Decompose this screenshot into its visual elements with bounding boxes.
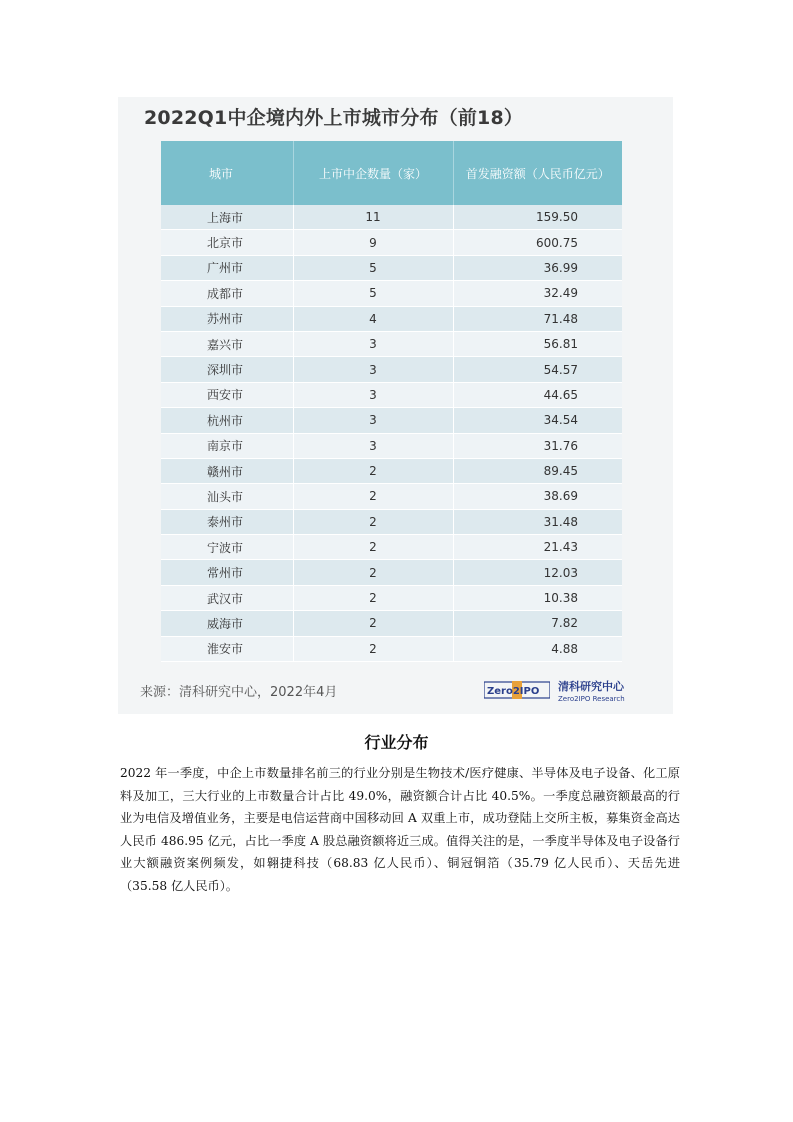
count-cell: 5 [293, 281, 453, 306]
amount-cell: 38.69 [453, 484, 622, 509]
count-cell: 11 [293, 205, 453, 230]
zero2ipo-logo-text: Zero2IPO [487, 686, 540, 697]
table-row [161, 433, 622, 458]
section-heading: 行业分布 [364, 733, 429, 752]
city-cell: 成都市 [161, 281, 293, 306]
amount-cell: 32.49 [453, 281, 622, 306]
amount-cell: 54.57 [453, 357, 622, 382]
city-cell: 泰州市 [161, 509, 293, 534]
city-cell: 赣州市 [161, 458, 293, 483]
count-cell: 2 [293, 484, 453, 509]
amount-cell: 56.81 [453, 331, 622, 356]
count-cell: 3 [293, 408, 453, 433]
table-row [161, 205, 622, 230]
brand-logo-cn: 清科研究中心 [558, 680, 624, 693]
count-cell: 2 [293, 636, 453, 661]
amount-cell: 7.82 [453, 611, 622, 636]
amount-cell: 600.75 [453, 230, 622, 255]
brand-logo-en: Zero2IPO Research [558, 695, 625, 703]
count-cell: 4 [293, 306, 453, 331]
header-amount: 首发融资额（人民币亿元） [453, 141, 622, 205]
table-row [161, 509, 622, 534]
table-row [161, 585, 622, 610]
source-note: 来源：清科研究中心，2022年4月 [140, 685, 338, 700]
table-row [161, 382, 622, 407]
amount-cell: 10.38 [453, 585, 622, 610]
city-cell: 深圳市 [161, 357, 293, 382]
count-cell: 3 [293, 357, 453, 382]
amount-cell: 4.88 [453, 636, 622, 661]
table-row [161, 357, 622, 382]
amount-cell: 71.48 [453, 306, 622, 331]
amount-cell: 89.45 [453, 458, 622, 483]
city-cell: 南京市 [161, 433, 293, 458]
city-cell: 北京市 [161, 230, 293, 255]
count-cell: 3 [293, 331, 453, 356]
amount-cell: 34.54 [453, 408, 622, 433]
brand-logo [558, 678, 658, 703]
city-cell: 杭州市 [161, 408, 293, 433]
city-cell: 西安市 [161, 382, 293, 407]
count-cell: 5 [293, 255, 453, 280]
table-row [161, 306, 622, 331]
table-row [161, 331, 622, 356]
count-cell: 3 [293, 433, 453, 458]
city-cell: 常州市 [161, 560, 293, 585]
count-cell: 2 [293, 535, 453, 560]
count-cell: 2 [293, 585, 453, 610]
count-cell: 2 [293, 509, 453, 534]
city-cell: 淮安市 [161, 636, 293, 661]
city-cell: 武汉市 [161, 585, 293, 610]
table-row [161, 255, 622, 280]
figure-panel [118, 97, 673, 714]
count-cell: 9 [293, 230, 453, 255]
amount-cell: 31.48 [453, 509, 622, 534]
city-cell: 宁波市 [161, 535, 293, 560]
table-row [161, 611, 622, 636]
city-cell: 嘉兴市 [161, 331, 293, 356]
table-row [161, 408, 622, 433]
amount-cell: 36.99 [453, 255, 622, 280]
city-cell: 上海市 [161, 205, 293, 230]
amount-cell: 44.65 [453, 382, 622, 407]
section-paragraph: 2022 年一季度，中企上市数量排名前三的行业分别是生物技术/医疗健康、半导体及电子设备、化工原料及加工，三大行业的上市数量合计占比 49.0%，融资额合计占比 40.5%。一季度总融资额最高的行业为电信及增值业务，主要是电信运营商中国移动回 A 双重上市，成功登陆上交所主板，募集资金高达人民币 486.95 亿元，占比一季度 A 股总融资额将近三成。值得关注的是，一季度半导体及电子设备行业大额融资案例频发，如翱捷科技（68.83 亿人民币）、铜冠铜箔（35.79 亿人民币）、天岳先进（35.58 亿人民币）。 [120, 766, 680, 893]
header-city: 城市 [161, 141, 293, 205]
amount-cell: 12.03 [453, 560, 622, 585]
city-cell: 苏州市 [161, 306, 293, 331]
table-header-row [161, 141, 622, 205]
table-row [161, 230, 622, 255]
count-cell: 2 [293, 560, 453, 585]
table-row [161, 535, 622, 560]
table-row [161, 636, 622, 661]
count-cell: 2 [293, 458, 453, 483]
table-row [161, 458, 622, 483]
city-cell: 威海市 [161, 611, 293, 636]
city-listing-table [161, 141, 622, 662]
count-cell: 2 [293, 611, 453, 636]
header-count: 上市中企数量（家） [293, 141, 453, 205]
amount-cell: 31.76 [453, 433, 622, 458]
city-cell: 广州市 [161, 255, 293, 280]
zero2ipo-logo [484, 681, 550, 699]
amount-cell: 159.50 [453, 205, 622, 230]
city-cell: 汕头市 [161, 484, 293, 509]
table-row [161, 484, 622, 509]
count-cell: 3 [293, 382, 453, 407]
amount-cell: 21.43 [453, 535, 622, 560]
figure-title: 2022Q1中企境内外上市城市分布（前18） [144, 107, 524, 129]
table-row [161, 560, 622, 585]
table-row [161, 281, 622, 306]
